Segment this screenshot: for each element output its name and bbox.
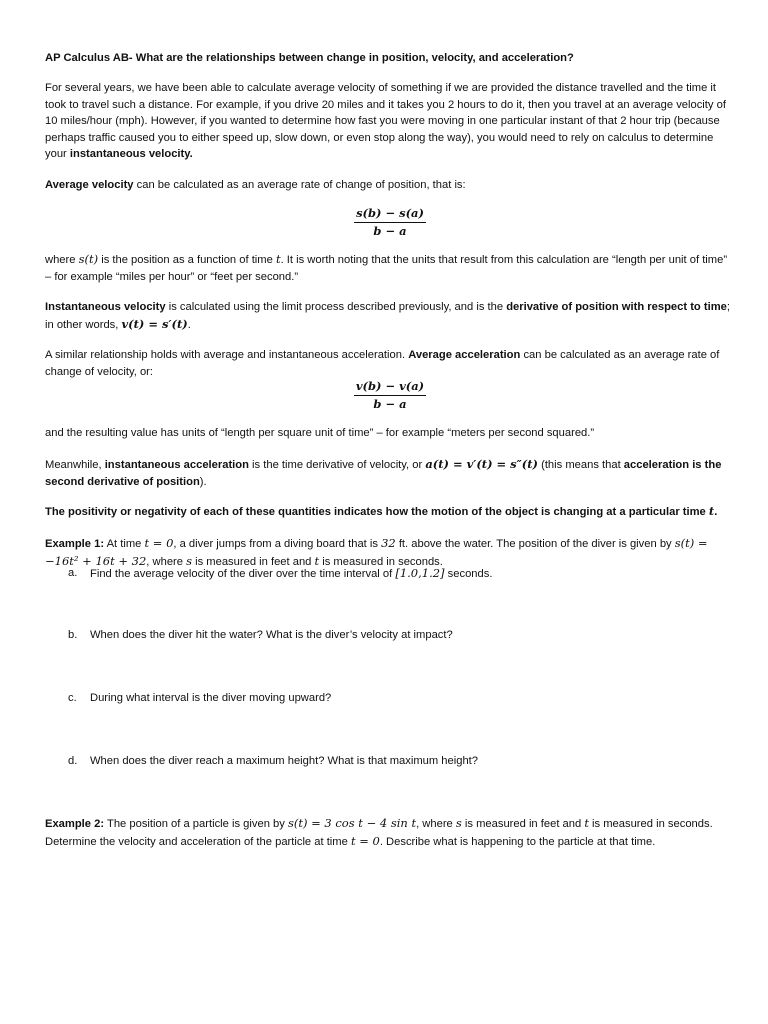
- example1-t1: At time: [104, 538, 145, 550]
- example1-t3: ft. above the water. The position of the diver is given by: [395, 538, 675, 550]
- example1-t5: is measured in feet and: [192, 555, 315, 568]
- positivity-math: t: [708, 504, 715, 518]
- instantaneous-velocity-bold2: derivative of position with respect to time: [506, 301, 727, 313]
- instantaneous-velocity-math: v(t) = s′(t): [121, 316, 188, 331]
- question-a-math: [1.0,1.2]: [395, 566, 445, 580]
- average-velocity-text: can be calculated as an average rate of change of position, that is:: [133, 179, 466, 191]
- units-note-math: s(t): [78, 252, 99, 266]
- positivity-end: .: [714, 506, 718, 518]
- example1-m5: t: [314, 553, 320, 568]
- instantaneous-acceleration-text2: is the time derivative of velocity, or: [248, 459, 426, 471]
- page-title: AP Calculus AB- What are the relationships between change in position, velocity, and acceleration?: [45, 52, 574, 64]
- average-velocity-paragraph: [45, 177, 735, 194]
- instantaneous-acceleration-term: instantaneous acceleration: [104, 459, 249, 471]
- average-acceleration-text2: can be calculated as an average rate of change of velocity, or:: [45, 349, 720, 378]
- instantaneous-acceleration-text1: Meanwhile,: [45, 459, 105, 471]
- question-text: When does the diver hit the water? What is the diver’s velocity at impact?: [90, 629, 453, 641]
- average-velocity-term: Average velocity: [45, 179, 134, 191]
- acceleration-units-paragraph: and the resulting value has units of “length per square unit of time” – for example “meters per second squared.”: [45, 427, 595, 439]
- units-note-mid: is the position as a function of time: [98, 254, 276, 266]
- example1-m4: s: [186, 553, 192, 568]
- example2-m4: t = 0: [350, 833, 380, 848]
- example2-paragraph: [45, 815, 735, 850]
- average-acceleration-paragraph: [45, 347, 735, 380]
- question-text: During what interval is the diver moving upward?: [90, 692, 332, 704]
- example1-t2: , a diver jumps from a diving board that is: [173, 538, 382, 550]
- instantaneous-acceleration-math: a(t) = v′(t) = s″(t): [425, 457, 538, 471]
- example2-t2: , where: [416, 818, 456, 830]
- example2-m3: t: [584, 816, 589, 830]
- instantaneous-velocity-term: Instantaneous velocity: [45, 301, 166, 313]
- instantaneous-acceleration-text3: (this means that: [537, 459, 624, 471]
- question-text: [90, 565, 492, 583]
- instantaneous-velocity-end: .: [187, 318, 191, 331]
- example2-t4: is measured in seconds. Determine the velocity and acceleration of the particle at time: [45, 818, 713, 848]
- example2-m2: s: [455, 816, 462, 830]
- example2-m1: s(t) = 3 cos t − 4 sin t: [287, 816, 417, 830]
- average-velocity-numerator: s(b) − s(a): [354, 206, 426, 223]
- positivity-text: The positivity or negativity of each of these quantities indicates how the motion of the object is changing at a particular time: [45, 506, 709, 518]
- average-acceleration-text1: A similar relationship holds with average and instantaneous acceleration.: [45, 349, 409, 361]
- example2-t1: The position of a particle is given by: [104, 818, 288, 830]
- positivity-paragraph: [45, 503, 735, 521]
- example1-m2: 32: [381, 536, 396, 550]
- question-letter: c.: [68, 692, 77, 704]
- units-note-post: . It is worth noting that the units that result from this calculation are “length per unit of time” – for example “miles per hour” or “feet per second.”: [45, 254, 728, 283]
- example1-t6: is measured in seconds.: [319, 555, 443, 568]
- average-acceleration-term: Average acceleration: [408, 349, 521, 361]
- average-acceleration-denominator: b − a: [373, 397, 407, 411]
- example1-m1: t = 0: [144, 536, 174, 550]
- intro-paragraph: [45, 80, 735, 163]
- instantaneous-velocity-text2: ; in other words,: [45, 301, 730, 331]
- intro-text: For several years, we have been able to calculate average velocity of something if we are provided the distance travelled and the time it took to travel such a distance. For example, if you drive 20 miles and it takes you 2 hours to do it, then you travel at an average velocity of 10 miles/hour (mph). However, if you wanted to determine how fast you were moving in one particular instant of that 2 hour trip (because perhaps traffic caused you to either speed up, slow down, or even stop along the way), you would need to rely on calculus to determine your: [45, 82, 726, 160]
- units-note-paragraph: [45, 251, 735, 285]
- average-acceleration-numerator: v(b) − v(a): [354, 379, 426, 396]
- question-a-pre: Find the average velocity of the diver over the time interval of: [90, 568, 396, 580]
- intro-bold: instantaneous velocity.: [69, 148, 193, 160]
- average-velocity-formula: [45, 206, 735, 241]
- question-text: When does the diver reach a maximum height? What is that maximum height?: [90, 755, 479, 767]
- instantaneous-velocity-text1: is calculated using the limit process described previously, and is the: [165, 301, 507, 313]
- instantaneous-acceleration-end: ).: [199, 475, 207, 488]
- question-letter: b.: [68, 629, 78, 641]
- instantaneous-acceleration-paragraph: [45, 456, 735, 490]
- question-a-post: seconds.: [444, 568, 493, 580]
- average-velocity-denominator: b − a: [373, 224, 407, 238]
- instantaneous-velocity-paragraph: [45, 299, 735, 333]
- instantaneous-acceleration-bold2: acceleration is the second derivative of position: [45, 459, 722, 488]
- question-letter: d.: [68, 755, 78, 767]
- example2-t5: . Describe what is happening to the particle at that time.: [379, 835, 656, 848]
- average-acceleration-formula: [45, 379, 735, 414]
- example2-t3: is measured in feet and: [461, 818, 585, 830]
- question-letter: a.: [68, 567, 78, 579]
- units-note-math2: t: [275, 252, 281, 266]
- example1-m3: s(t) = −16t² + 16t + 32: [45, 536, 708, 568]
- example1-t4: , where: [146, 555, 187, 568]
- units-note-pre: where: [45, 254, 79, 266]
- example1-label: Example 1:: [45, 538, 105, 550]
- example2-label: Example 2:: [45, 818, 105, 830]
